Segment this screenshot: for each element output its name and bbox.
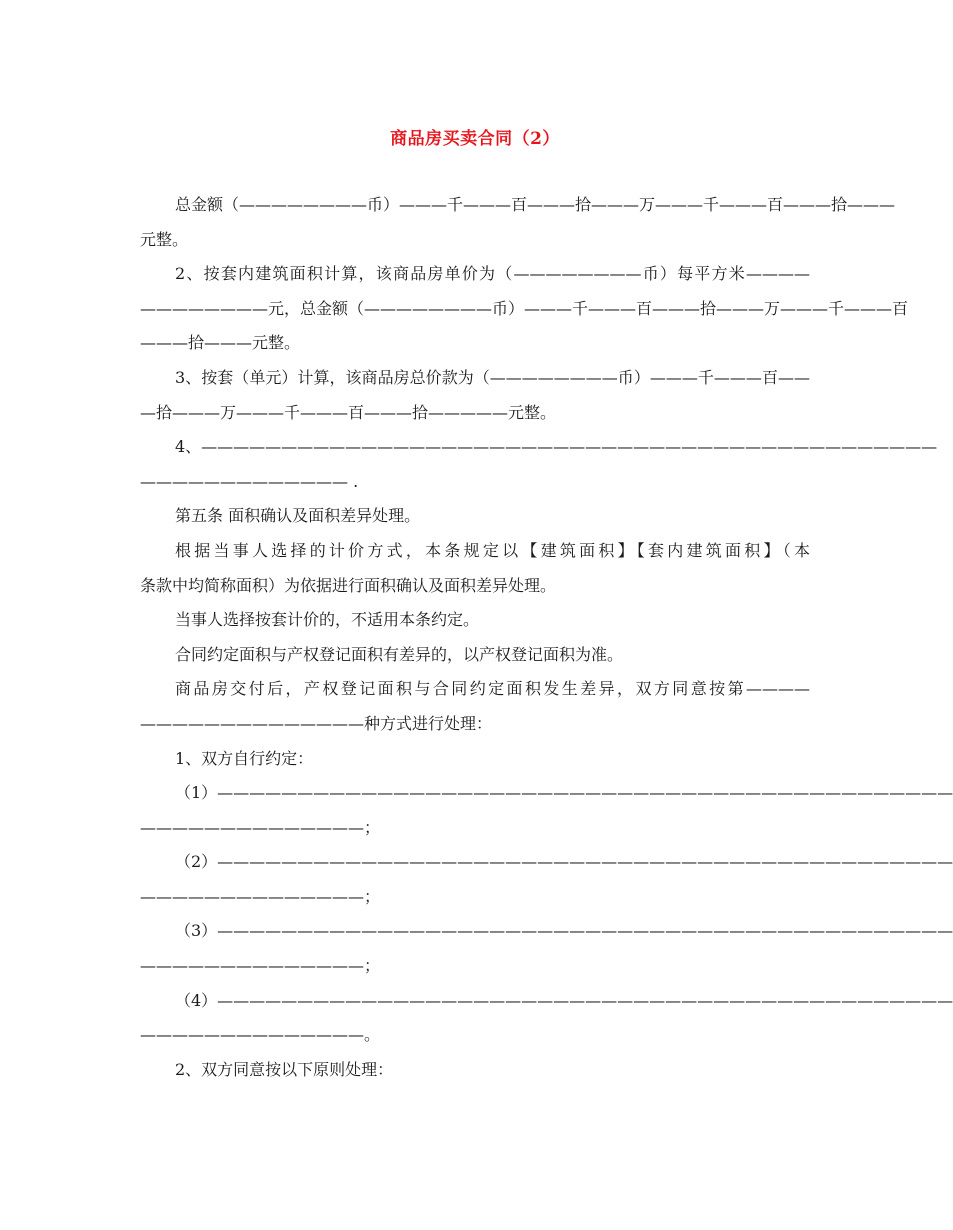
- list-item: （3）——————————————————————————————————————————————: [175, 921, 953, 941]
- text-line: 根据当事人选择的计价方式，本条规定以【建筑面积】【套内建筑面积】（本: [175, 540, 810, 560]
- list-item: （2）——————————————————————————————————————————————: [175, 852, 953, 872]
- text-line: —拾———万———千———百———拾—————元整。: [140, 402, 557, 422]
- text-line: 3、按套（单元）计算，该商品房总价款为（————————币）———千———百——: [175, 367, 810, 387]
- text-line: 4、——————————————————————————————————————————————: [175, 437, 938, 457]
- text-line: 2、按套内建筑面积计算，该商品房单价为（————————币）每平方米————: [175, 264, 810, 284]
- page-title: 商品房买卖合同（2）: [390, 129, 560, 149]
- text-line: ——————————————种方式进行处理：: [140, 713, 493, 733]
- text-line: ——————————————；: [140, 817, 381, 837]
- list-item: （1）——————————————————————————————————————————————: [175, 783, 953, 803]
- text-line: ——————————————；: [140, 956, 381, 976]
- text-line: 商品房交付后，产权登记面积与合同约定面积发生差异，双方同意按第————: [175, 679, 810, 699]
- document-body: [140, 188, 953, 1087]
- section-heading: 第五条 面积确认及面积差异处理。: [175, 506, 421, 526]
- text-line: ————————元，总金额（————————币）———千———百———拾———万———千———百: [140, 298, 909, 318]
- text-line: 元整。: [140, 229, 189, 249]
- text-line: 总金额（————————币）———千———百———拾———万———千———百———拾———: [175, 195, 896, 214]
- text-line: ———拾———元整。: [140, 333, 301, 353]
- text-line: ——————————————；: [140, 886, 381, 906]
- text-line: ————————————— .: [140, 471, 359, 491]
- text-line: 1、双方自行约定：: [175, 748, 314, 768]
- text-line: 当事人选择按套计价的，不适用本条约定。: [175, 610, 480, 630]
- text-line: ——————————————。: [140, 1025, 381, 1045]
- text-line: 条款中均简称面积）为依据进行面积确认及面积差异处理。: [140, 575, 557, 595]
- text-line: 合同约定面积与产权登记面积有差异的，以产权登记面积为准。: [175, 644, 624, 664]
- text-line: 2、双方同意按以下原则处理：: [175, 1059, 394, 1079]
- list-item: （4）——————————————————————————————————————————————: [175, 990, 953, 1010]
